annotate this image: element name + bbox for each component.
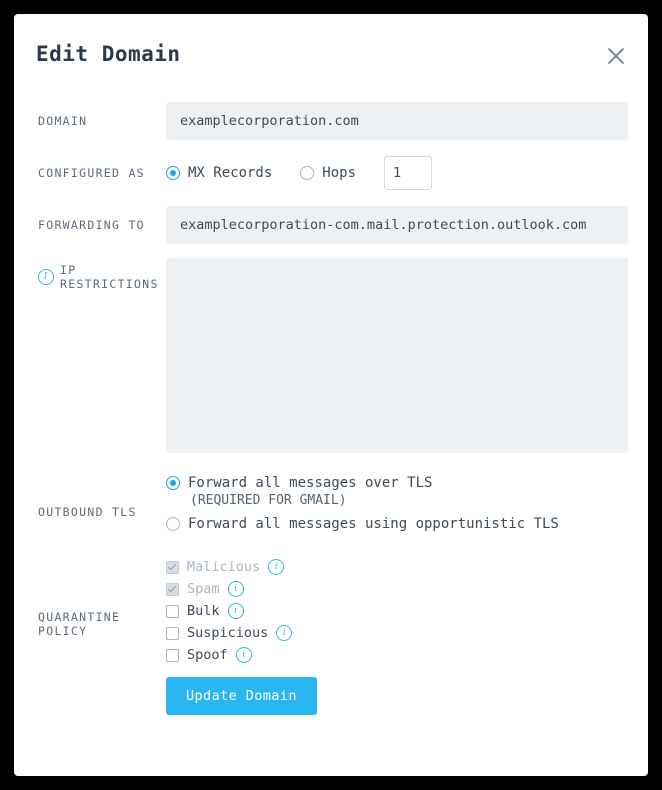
checkbox-malicious-box[interactable]	[166, 561, 179, 574]
radio-mx-records-indicator[interactable]	[166, 166, 180, 180]
label-ip-restrictions	[14, 258, 166, 296]
radio-mx-records[interactable]	[166, 165, 272, 181]
ip-restrictions-textarea[interactable]	[166, 258, 628, 453]
configured-as-field-area	[166, 154, 648, 192]
label-quarantine-policy: QUARANTINE POLICY	[38, 610, 121, 638]
row-outbound-tls	[14, 475, 648, 549]
row-configured-as	[14, 154, 648, 192]
radio-hops-indicator[interactable]	[300, 166, 314, 180]
radio-tls-opportunistic-label: Forward all messages using opportunistic TLS	[188, 516, 559, 532]
outbound-tls-field-area	[166, 475, 648, 532]
label-outbound-tls: OUTBOUND TLS	[38, 505, 137, 519]
label-ip-restrictions-text: IP RESTRICTIONS	[60, 263, 159, 291]
radio-tls-required-label: Forward all messages over TLS	[188, 475, 433, 491]
radio-tls-opportunistic[interactable]	[166, 516, 628, 532]
label-forwarding-to: FORWARDING TO	[38, 218, 145, 232]
info-icon[interactable]: i	[228, 581, 244, 597]
radio-hops[interactable]	[300, 165, 356, 181]
row-domain	[14, 102, 648, 140]
checkbox-suspicious-box[interactable]	[166, 627, 179, 640]
checkbox-spam-box[interactable]	[166, 583, 179, 596]
label-domain: DOMAIN	[38, 114, 88, 128]
edit-domain-modal	[14, 14, 648, 776]
info-icon[interactable]: I	[38, 269, 54, 285]
quarantine-policy-field-area	[166, 559, 648, 715]
update-domain-button[interactable]: Update Domain	[166, 677, 317, 715]
checkbox-spoof-label: Spoof	[187, 647, 228, 663]
hops-input[interactable]	[384, 156, 432, 190]
radio-tls-opportunistic-indicator[interactable]	[166, 517, 180, 531]
ip-restrictions-field-area	[166, 258, 648, 457]
checkbox-spoof[interactable]	[166, 647, 628, 663]
label-configured-as: CONFIGURED AS	[38, 166, 145, 180]
row-ip-restrictions	[14, 258, 648, 457]
domain-input[interactable]	[166, 102, 628, 140]
checkbox-spam[interactable]	[166, 581, 628, 597]
row-forwarding-to	[14, 206, 648, 244]
forwarding-to-field-area	[166, 206, 648, 244]
checkbox-spoof-box[interactable]	[166, 649, 179, 662]
close-icon[interactable]	[604, 44, 628, 68]
info-icon[interactable]: i	[236, 647, 252, 663]
checkbox-spam-label: Spam	[187, 581, 220, 597]
checkbox-suspicious-label: Suspicious	[187, 625, 269, 641]
radio-hops-label: Hops	[322, 165, 357, 181]
row-quarantine-policy	[14, 559, 648, 715]
info-icon[interactable]: i	[276, 625, 292, 641]
domain-field-area	[166, 102, 648, 140]
page-title: Edit Domain	[36, 42, 181, 66]
checkbox-suspicious[interactable]	[166, 625, 628, 641]
forwarding-to-input[interactable]	[166, 206, 628, 244]
checkbox-bulk-label: Bulk	[187, 603, 220, 619]
tls-required-note: (REQUIRED FOR GMAIL)	[190, 493, 347, 508]
info-icon[interactable]: i	[228, 603, 244, 619]
checkbox-bulk[interactable]	[166, 603, 628, 619]
info-icon[interactable]: i	[268, 559, 284, 575]
edit-domain-form	[14, 102, 648, 715]
checkbox-bulk-box[interactable]	[166, 605, 179, 618]
checkbox-malicious-label: Malicious	[187, 559, 261, 575]
checkbox-malicious[interactable]	[166, 559, 628, 575]
radio-tls-required-indicator[interactable]	[166, 476, 180, 490]
radio-mx-records-label: MX Records	[188, 165, 273, 181]
radio-tls-required[interactable]	[166, 475, 628, 491]
